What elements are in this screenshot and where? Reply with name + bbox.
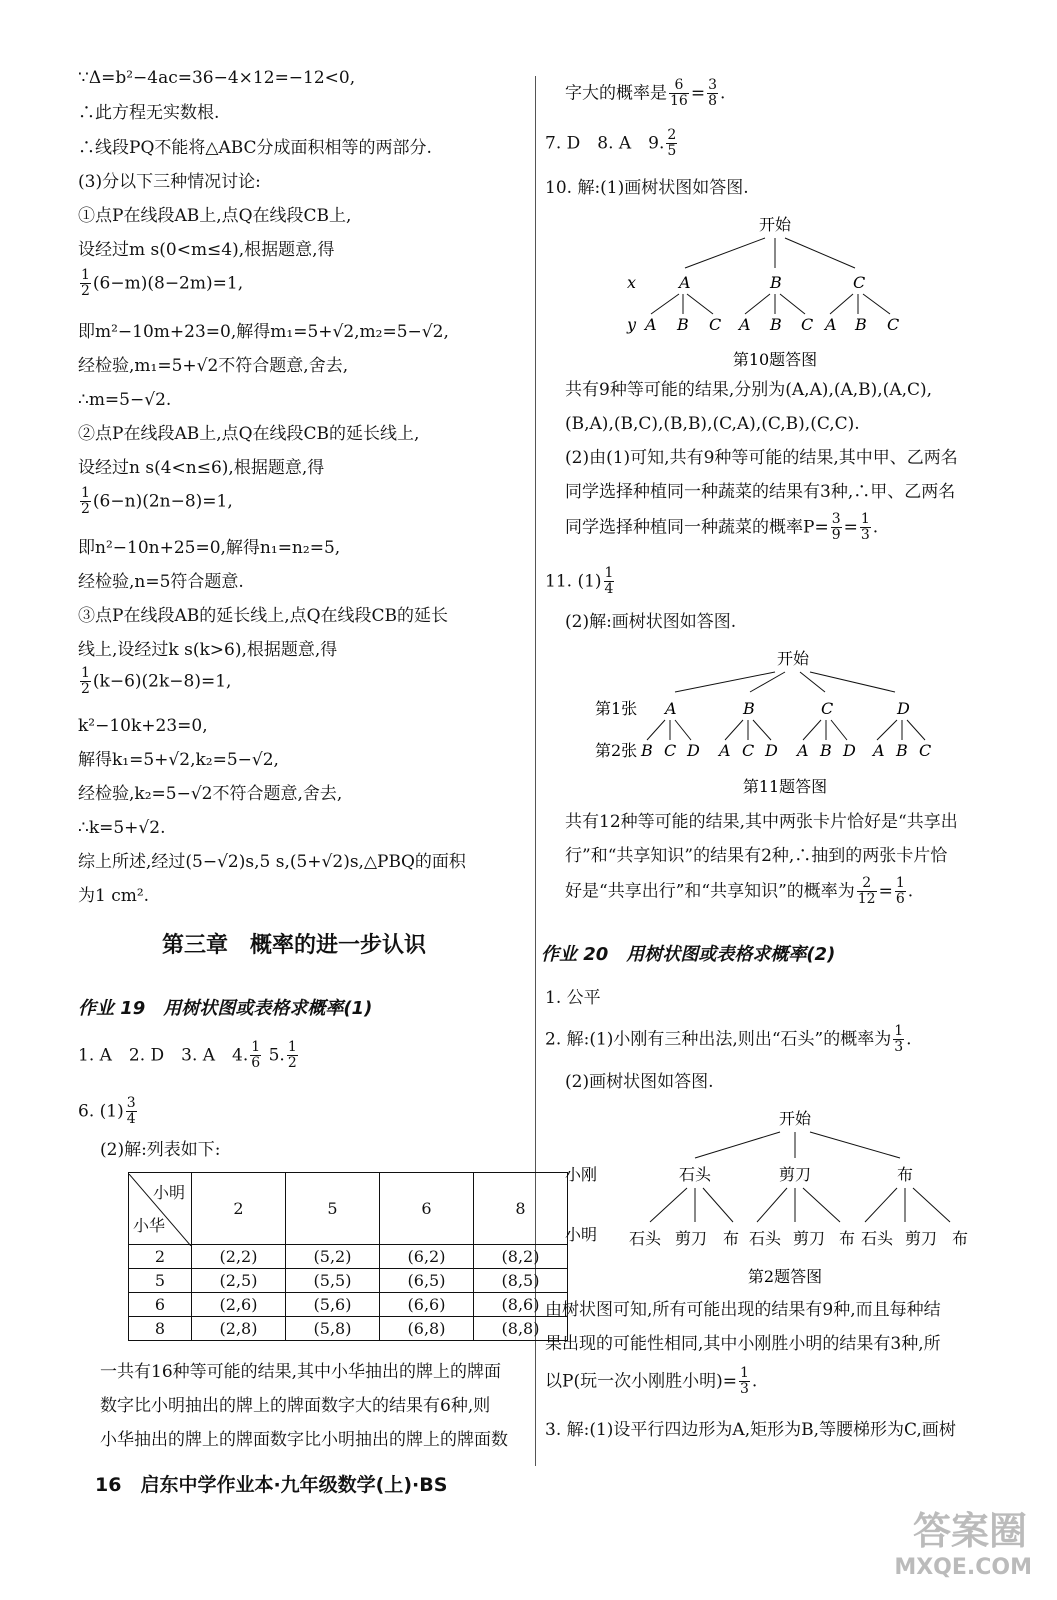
hw20-probability: 以P(玩一次小刚胜小明)= $\frac{1}{3}$ . xyxy=(545,1365,758,1398)
text-line: ∴此方程无实数根. xyxy=(78,103,220,123)
text-line: 小华抽出的牌上的牌面数字比小明抽出的牌上的牌面数 xyxy=(100,1430,508,1450)
hw20-q1: 1. 公平 xyxy=(545,988,601,1008)
text-line: 共有9种等可能的结果,分别为(A,A),(A,B),(A,C), xyxy=(565,380,933,400)
hw20-q2: 2. 解:(1)小刚有三种出法,则出“石头”的概率为 $\frac{1}{3}$ . xyxy=(545,1023,912,1056)
svg-text:石头: 石头 xyxy=(748,1229,782,1248)
q11-probability: 好是“共享出行”和“共享知识”的概率为 $\frac{2}{12}$ = $\frac{1}{6}$ . xyxy=(565,875,914,908)
watermark-logo: 答案圈 xyxy=(912,1509,1027,1553)
text-line: 一共有16种等可能的结果,其中小华抽出的牌上的牌面 xyxy=(100,1362,502,1382)
chapter-title: 第三章 概率的进一步认识 xyxy=(162,933,427,958)
tree-diagram-q11 xyxy=(585,642,945,802)
text-line: 共有12种等可能的结果,其中两张卡片恰好是“共享出 xyxy=(565,812,958,832)
text-line: 经检验,k₂=5−√2不符合题意,舍去, xyxy=(78,784,343,804)
outcome-table xyxy=(128,1172,568,1341)
svg-text:剪刀: 剪刀 xyxy=(778,1165,812,1184)
homework-20-title: 作业 20 用树状图或表格求概率(2) xyxy=(541,944,836,965)
text-line: 设经过n s(4<n≤6),根据题意,得 xyxy=(78,458,325,478)
q10-intro: 10. 解:(1)画树状图如答图. xyxy=(545,178,749,198)
hw20-q2-part2: (2)画树状图如答图. xyxy=(565,1072,714,1092)
text-line: 果出现的可能性相同,其中小刚胜小明的结果有3种,所 xyxy=(545,1334,941,1354)
svg-text:A: A xyxy=(825,315,837,334)
svg-text:小明: 小明 xyxy=(565,1225,598,1244)
table-header: 2 xyxy=(192,1173,286,1245)
q11-part2: (2)解:画树状图如答图. xyxy=(565,612,737,632)
fraction: $\frac{1}{2}$ xyxy=(81,485,90,518)
text-line: ③点P在线段AB的延长线上,点Q在线段CB的延长 xyxy=(78,606,449,626)
svg-text:石头: 石头 xyxy=(860,1229,894,1248)
tree-caption: 第10题答图 xyxy=(732,350,818,369)
answers-7-9: 7. D 8. A 9. $\frac{2}{5}$ xyxy=(545,127,677,160)
svg-text:A: A xyxy=(645,315,657,334)
svg-text:剪刀: 剪刀 xyxy=(674,1229,708,1248)
table-row: 6 (2,6) (5,6) (6,6) (8,6) xyxy=(129,1293,568,1317)
svg-text:A: A xyxy=(739,315,751,334)
text-line: 设经过m s(0<m≤4),根据题意,得 xyxy=(78,240,335,260)
svg-text:C: C xyxy=(919,741,932,760)
svg-text:第1张: 第1张 xyxy=(595,699,638,718)
svg-text:C: C xyxy=(821,699,834,718)
svg-text:y: y xyxy=(627,315,637,334)
text-line: ∴k=5+√2. xyxy=(78,818,166,838)
tree-diagram-hw20-q2 xyxy=(555,1100,975,1290)
svg-text:剪刀: 剪刀 xyxy=(904,1229,938,1248)
fraction: $\frac{1}{2}$ xyxy=(81,267,90,300)
text-line: 解得k₁=5+√2,k₂=5−√2, xyxy=(78,750,279,770)
fraction: $\frac{1}{2}$ xyxy=(81,665,90,698)
text-line: (B,A),(B,C),(B,B),(C,A),(C,B),(C,C). xyxy=(565,414,860,434)
text-line: 线上,设经过k s(k>6),根据题意,得 xyxy=(78,640,338,660)
table-row: 5 (2,5) (5,5) (6,5) (8,5) xyxy=(129,1269,568,1293)
svg-text:B: B xyxy=(743,699,755,718)
tree-diagram-q10 xyxy=(615,210,915,380)
svg-text:开始: 开始 xyxy=(778,1109,812,1128)
q6-part1: 6. (1) $\frac{3}{4}$ xyxy=(78,1095,136,1128)
svg-text:A: A xyxy=(679,273,691,292)
tree-root: 开始 xyxy=(758,215,792,234)
equation-line: $\frac{1}{2}$ (k−6)(2k−8)=1, xyxy=(81,665,232,698)
q10-probability: 同学选择种植同一种蔬菜的概率P= $\frac{3}{9}$ = $\frac{1}{3}$ . xyxy=(565,511,879,544)
text-line: 数字比小明抽出的牌上的牌面数字大的结果有6种,则 xyxy=(100,1396,491,1416)
svg-text:C: C xyxy=(801,315,814,334)
table-corner: 小明 小华 xyxy=(129,1173,192,1245)
svg-text:D: D xyxy=(843,741,856,760)
text-line: 同学选择种植同一种蔬菜的结果有3种,∴甲、乙两名 xyxy=(565,482,956,502)
answers-1-5: 1. A 2. D 3. A 4. $\frac{1}{6}$ 5. $\frac{1}{2}$ xyxy=(78,1039,297,1072)
svg-text:剪刀: 剪刀 xyxy=(792,1229,826,1248)
table-header: 6 xyxy=(380,1173,474,1245)
svg-text:小刚: 小刚 xyxy=(565,1165,598,1184)
table-row: 2 (2,2) (5,2) (6,2) (8,2) xyxy=(129,1245,568,1269)
q6-part2: (2)解:列表如下: xyxy=(100,1140,221,1160)
svg-text:第2张: 第2张 xyxy=(595,741,638,760)
text-line: ①点P在线段AB上,点Q在线段CB上, xyxy=(78,206,352,226)
text-line: k²−10k+23=0, xyxy=(78,716,208,736)
watermark-url: MXQE.COM xyxy=(894,1555,1032,1580)
svg-text:C: C xyxy=(853,273,866,292)
svg-text:B: B xyxy=(820,741,832,760)
text-line: (3)分以下三种情况讨论: xyxy=(78,172,261,192)
svg-text:B: B xyxy=(770,315,782,334)
svg-text:布: 布 xyxy=(951,1229,969,1248)
svg-text:C: C xyxy=(887,315,900,334)
svg-text:B: B xyxy=(855,315,867,334)
svg-text:开始: 开始 xyxy=(776,649,810,668)
svg-text:石头: 石头 xyxy=(628,1229,662,1248)
table-header: 5 xyxy=(286,1173,380,1245)
svg-text:第11题答图: 第11题答图 xyxy=(742,777,828,796)
equation-line: $\frac{1}{2}$ (6−m)(8−2m)=1, xyxy=(81,267,244,300)
svg-text:B: B xyxy=(896,741,908,760)
hw20-q3: 3. 解:(1)设平行四边形为A,矩形为B,等腰梯形为C,画树 xyxy=(545,1420,956,1440)
svg-text:C: C xyxy=(709,315,722,334)
text-line: 综上所述,经过(5−√2)s,5 s,(5+√2)s,△PBQ的面积 xyxy=(78,852,466,872)
svg-text:A: A xyxy=(719,741,731,760)
svg-text:A: A xyxy=(873,741,885,760)
svg-text:B: B xyxy=(770,273,782,292)
page-footer: 16 启东中学作业本·九年级数学(上)·BS xyxy=(95,1474,448,1496)
svg-text:A: A xyxy=(797,741,809,760)
q11-part1: 11. (1) $\frac{1}{4}$ xyxy=(545,565,614,598)
text-line: 即m²−10m+23=0,解得m₁=5+√2,m₂=5−√2, xyxy=(78,322,449,342)
svg-text:布: 布 xyxy=(838,1229,856,1248)
svg-text:B: B xyxy=(641,741,653,760)
text-line: 即n²−10n+25=0,解得n₁=n₂=5, xyxy=(78,538,341,558)
svg-text:x: x xyxy=(627,273,637,292)
svg-text:D: D xyxy=(765,741,778,760)
text-line: ∴m=5−√2. xyxy=(78,390,172,410)
svg-text:A: A xyxy=(665,699,677,718)
text-line: ②点P在线段AB上,点Q在线段CB的延长线上, xyxy=(78,424,420,444)
text-line: 经检验,m₁=5+√2不符合题意,舍去, xyxy=(78,356,349,376)
q6-continuation: 字大的概率是 $\frac{6}{16}$ = $\frac{3}{8}$ . xyxy=(565,77,726,110)
svg-text:D: D xyxy=(687,741,700,760)
text-line: 为1 cm². xyxy=(78,886,150,906)
text-line: 由树状图可知,所有可能出现的结果有9种,而且每种结 xyxy=(545,1300,941,1320)
table-header: 8 xyxy=(474,1173,568,1245)
text-line: 行”和“共享知识”的结果有2种,∴抽到的两张卡片恰 xyxy=(565,846,948,866)
svg-text:石头: 石头 xyxy=(678,1165,712,1184)
text-line: 经检验,n=5符合题意. xyxy=(78,572,244,592)
svg-text:C: C xyxy=(664,741,677,760)
table-row: 8 (2,8) (5,8) (6,8) (8,8) xyxy=(129,1317,568,1341)
text-line: (2)由(1)可知,共有9种等可能的结果,其中甲、乙两名 xyxy=(565,448,958,468)
homework-19-title: 作业 19 用树状图或表格求概率(1) xyxy=(78,998,373,1019)
svg-text:D: D xyxy=(897,699,910,718)
svg-text:布: 布 xyxy=(896,1165,914,1184)
svg-text:第2题答图: 第2题答图 xyxy=(747,1267,823,1286)
text-line: ∵Δ=b²−4ac=36−4×12=−12<0, xyxy=(78,68,356,88)
text-line: ∴线段PQ不能将△ABC分成面积相等的两部分. xyxy=(78,138,432,158)
svg-text:布: 布 xyxy=(722,1229,740,1248)
svg-text:C: C xyxy=(742,741,755,760)
equation-line: $\frac{1}{2}$ (6−n)(2n−8)=1, xyxy=(81,485,233,518)
svg-text:B: B xyxy=(677,315,689,334)
